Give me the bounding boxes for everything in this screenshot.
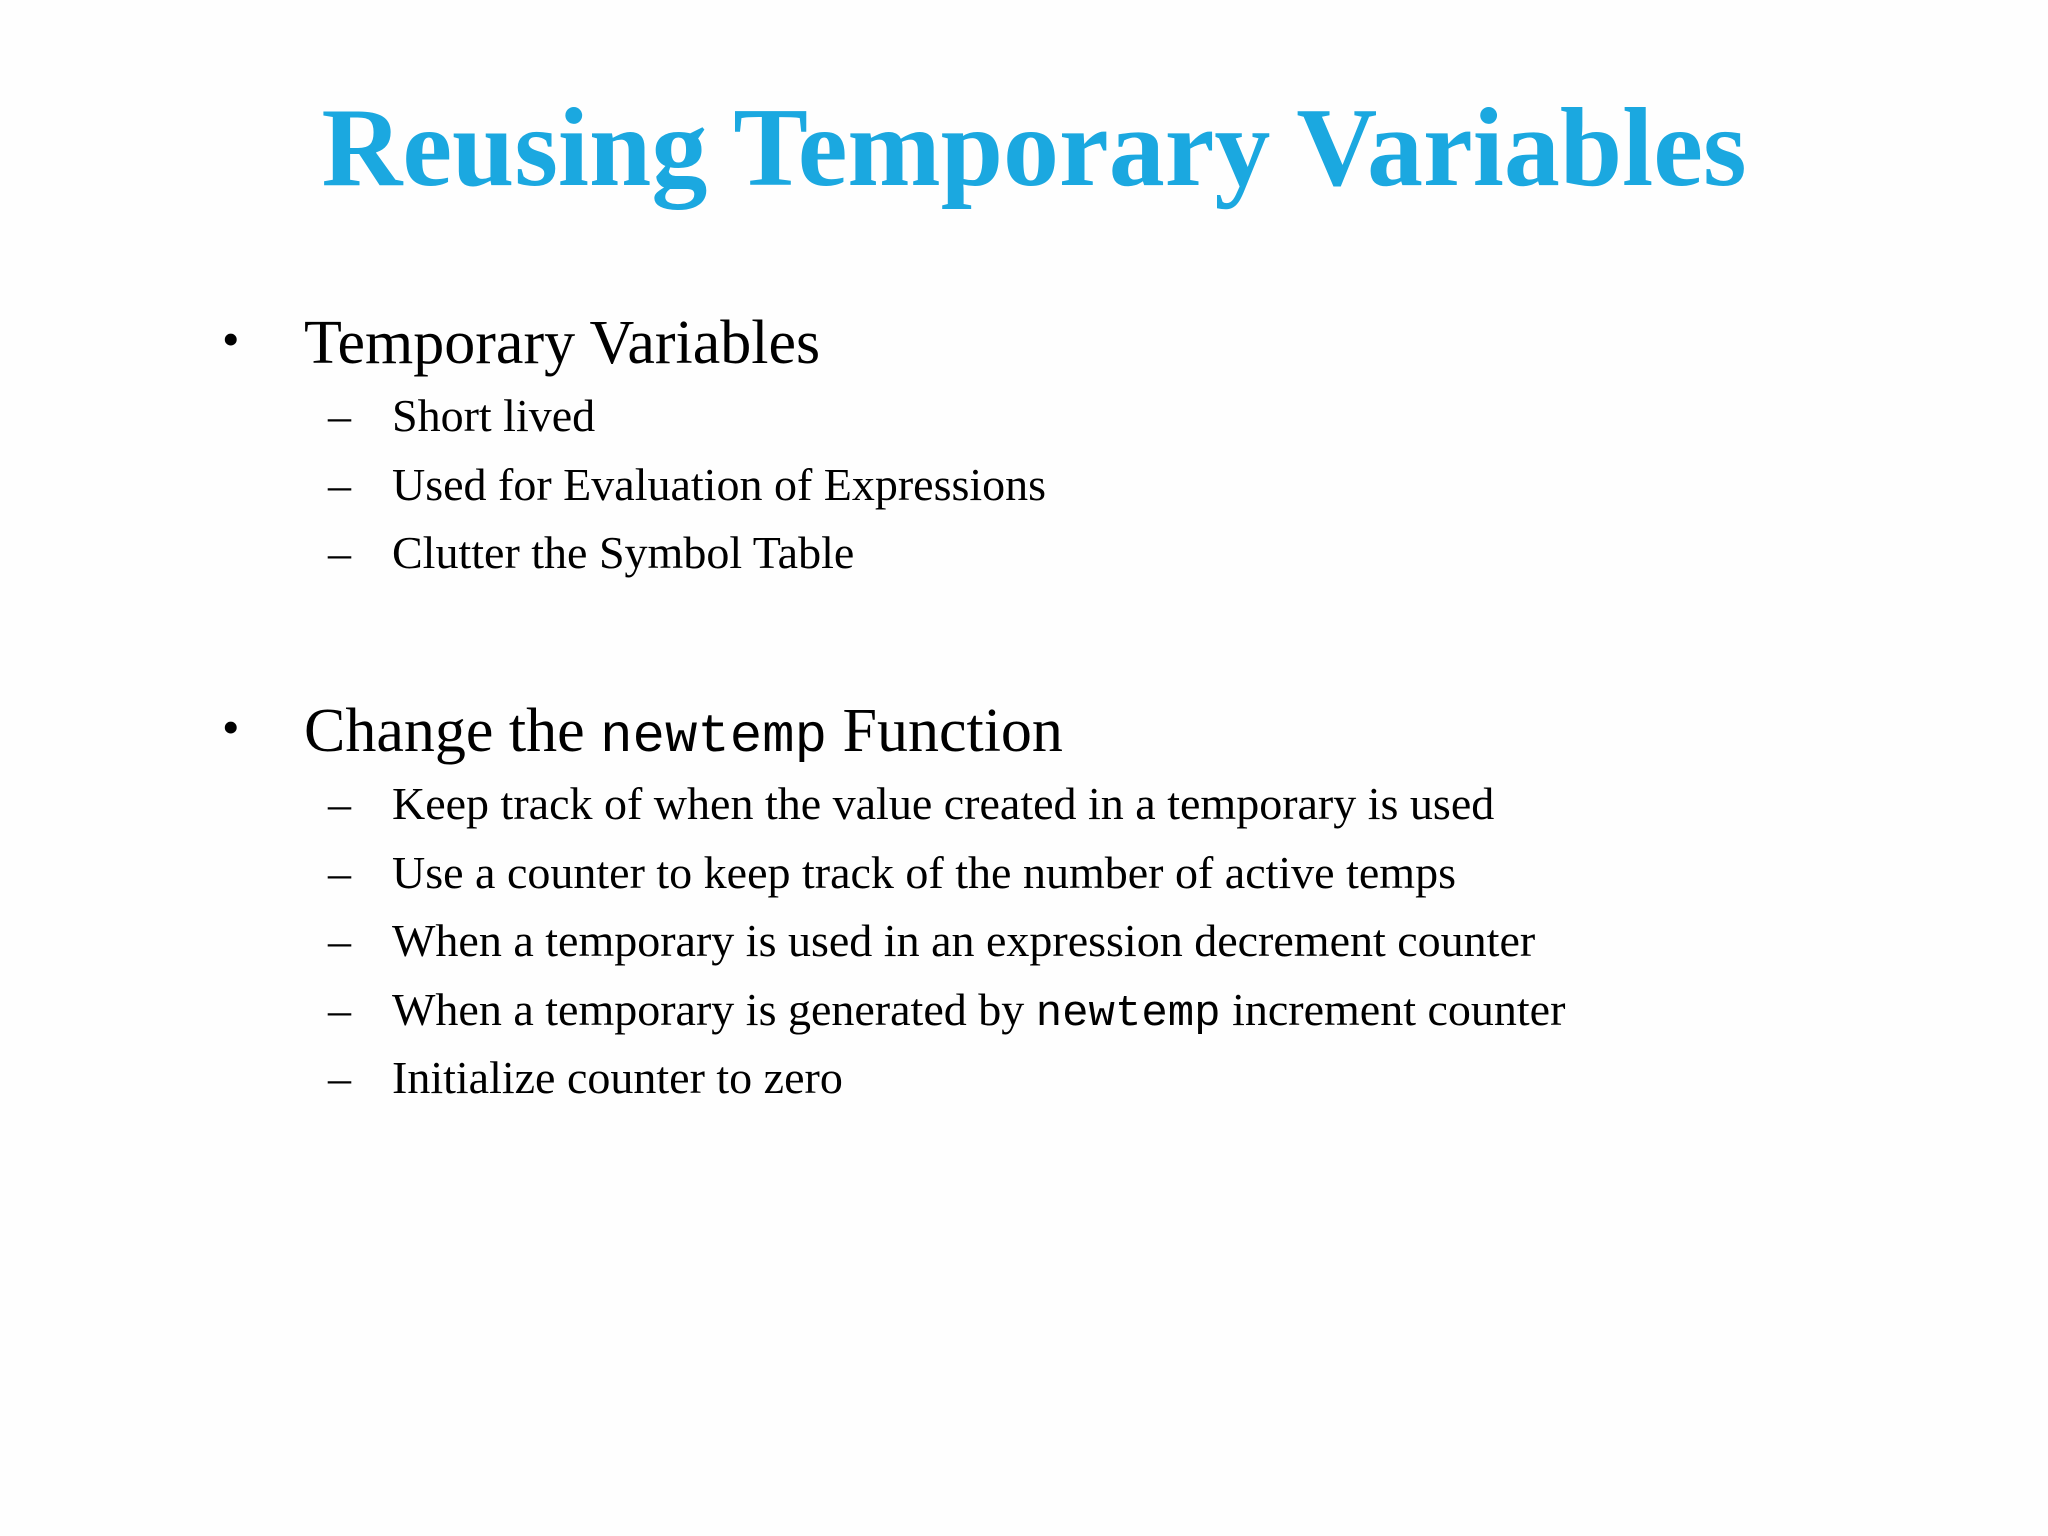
sub-item-text: Use a counter to keep track of the number of active temps <box>392 846 1456 898</box>
dash-icon: – <box>328 846 351 898</box>
dash-icon: – <box>328 390 351 441</box>
bullet-item-temporary-variables <box>222 300 1922 588</box>
sub-item <box>222 1044 1922 1113</box>
sub-item <box>222 770 1922 839</box>
sub-text-before: When a temporary is generated by <box>392 983 1036 1035</box>
sub-item <box>222 382 1922 451</box>
dash-icon: – <box>328 915 351 966</box>
sub-item <box>222 519 1922 588</box>
bullet-text <box>304 688 1063 781</box>
bullet-text-before: Change the <box>304 697 601 765</box>
code-newtemp: newtemp <box>1035 988 1221 1039</box>
dash-icon: – <box>328 778 351 829</box>
bullet-main-line <box>222 300 1922 386</box>
bullet-text-after: Function <box>826 697 1063 765</box>
bullet-dot-icon: • <box>222 311 240 367</box>
code-newtemp: newtemp <box>600 707 827 768</box>
sub-item-text: Short lived <box>392 390 596 441</box>
sub-item-text: Initialize counter to zero <box>392 1052 843 1103</box>
sub-item-text <box>392 976 1565 1048</box>
dash-icon: – <box>328 527 351 578</box>
slide-title: Reusing Temporary Variables <box>321 86 1747 210</box>
dash-icon: – <box>328 1052 351 1103</box>
bullet-main-line <box>222 688 1922 774</box>
dash-icon: – <box>328 983 351 1035</box>
sub-item-text: Clutter the Symbol Table <box>392 527 855 578</box>
bullet-text: Temporary Variables <box>304 309 821 377</box>
sub-item <box>222 976 1922 1045</box>
sub-item-text: Keep track of when the value created in a temporary is used <box>392 778 1495 829</box>
sub-list <box>222 382 1922 588</box>
sub-list <box>222 770 1922 1113</box>
bullet-dot-icon: • <box>222 699 240 755</box>
sub-item <box>222 907 1922 976</box>
sub-item-text: When a temporary is used in an expression decrement counter <box>392 915 1536 966</box>
sub-item <box>222 839 1922 908</box>
bullet-item-change-newtemp <box>222 688 1922 1113</box>
sub-text-after: increment counter <box>1220 983 1566 1035</box>
sub-item <box>222 451 1922 520</box>
dash-icon: – <box>328 458 351 510</box>
sub-item-text: Used for Evaluation of Expressions <box>392 458 1047 510</box>
